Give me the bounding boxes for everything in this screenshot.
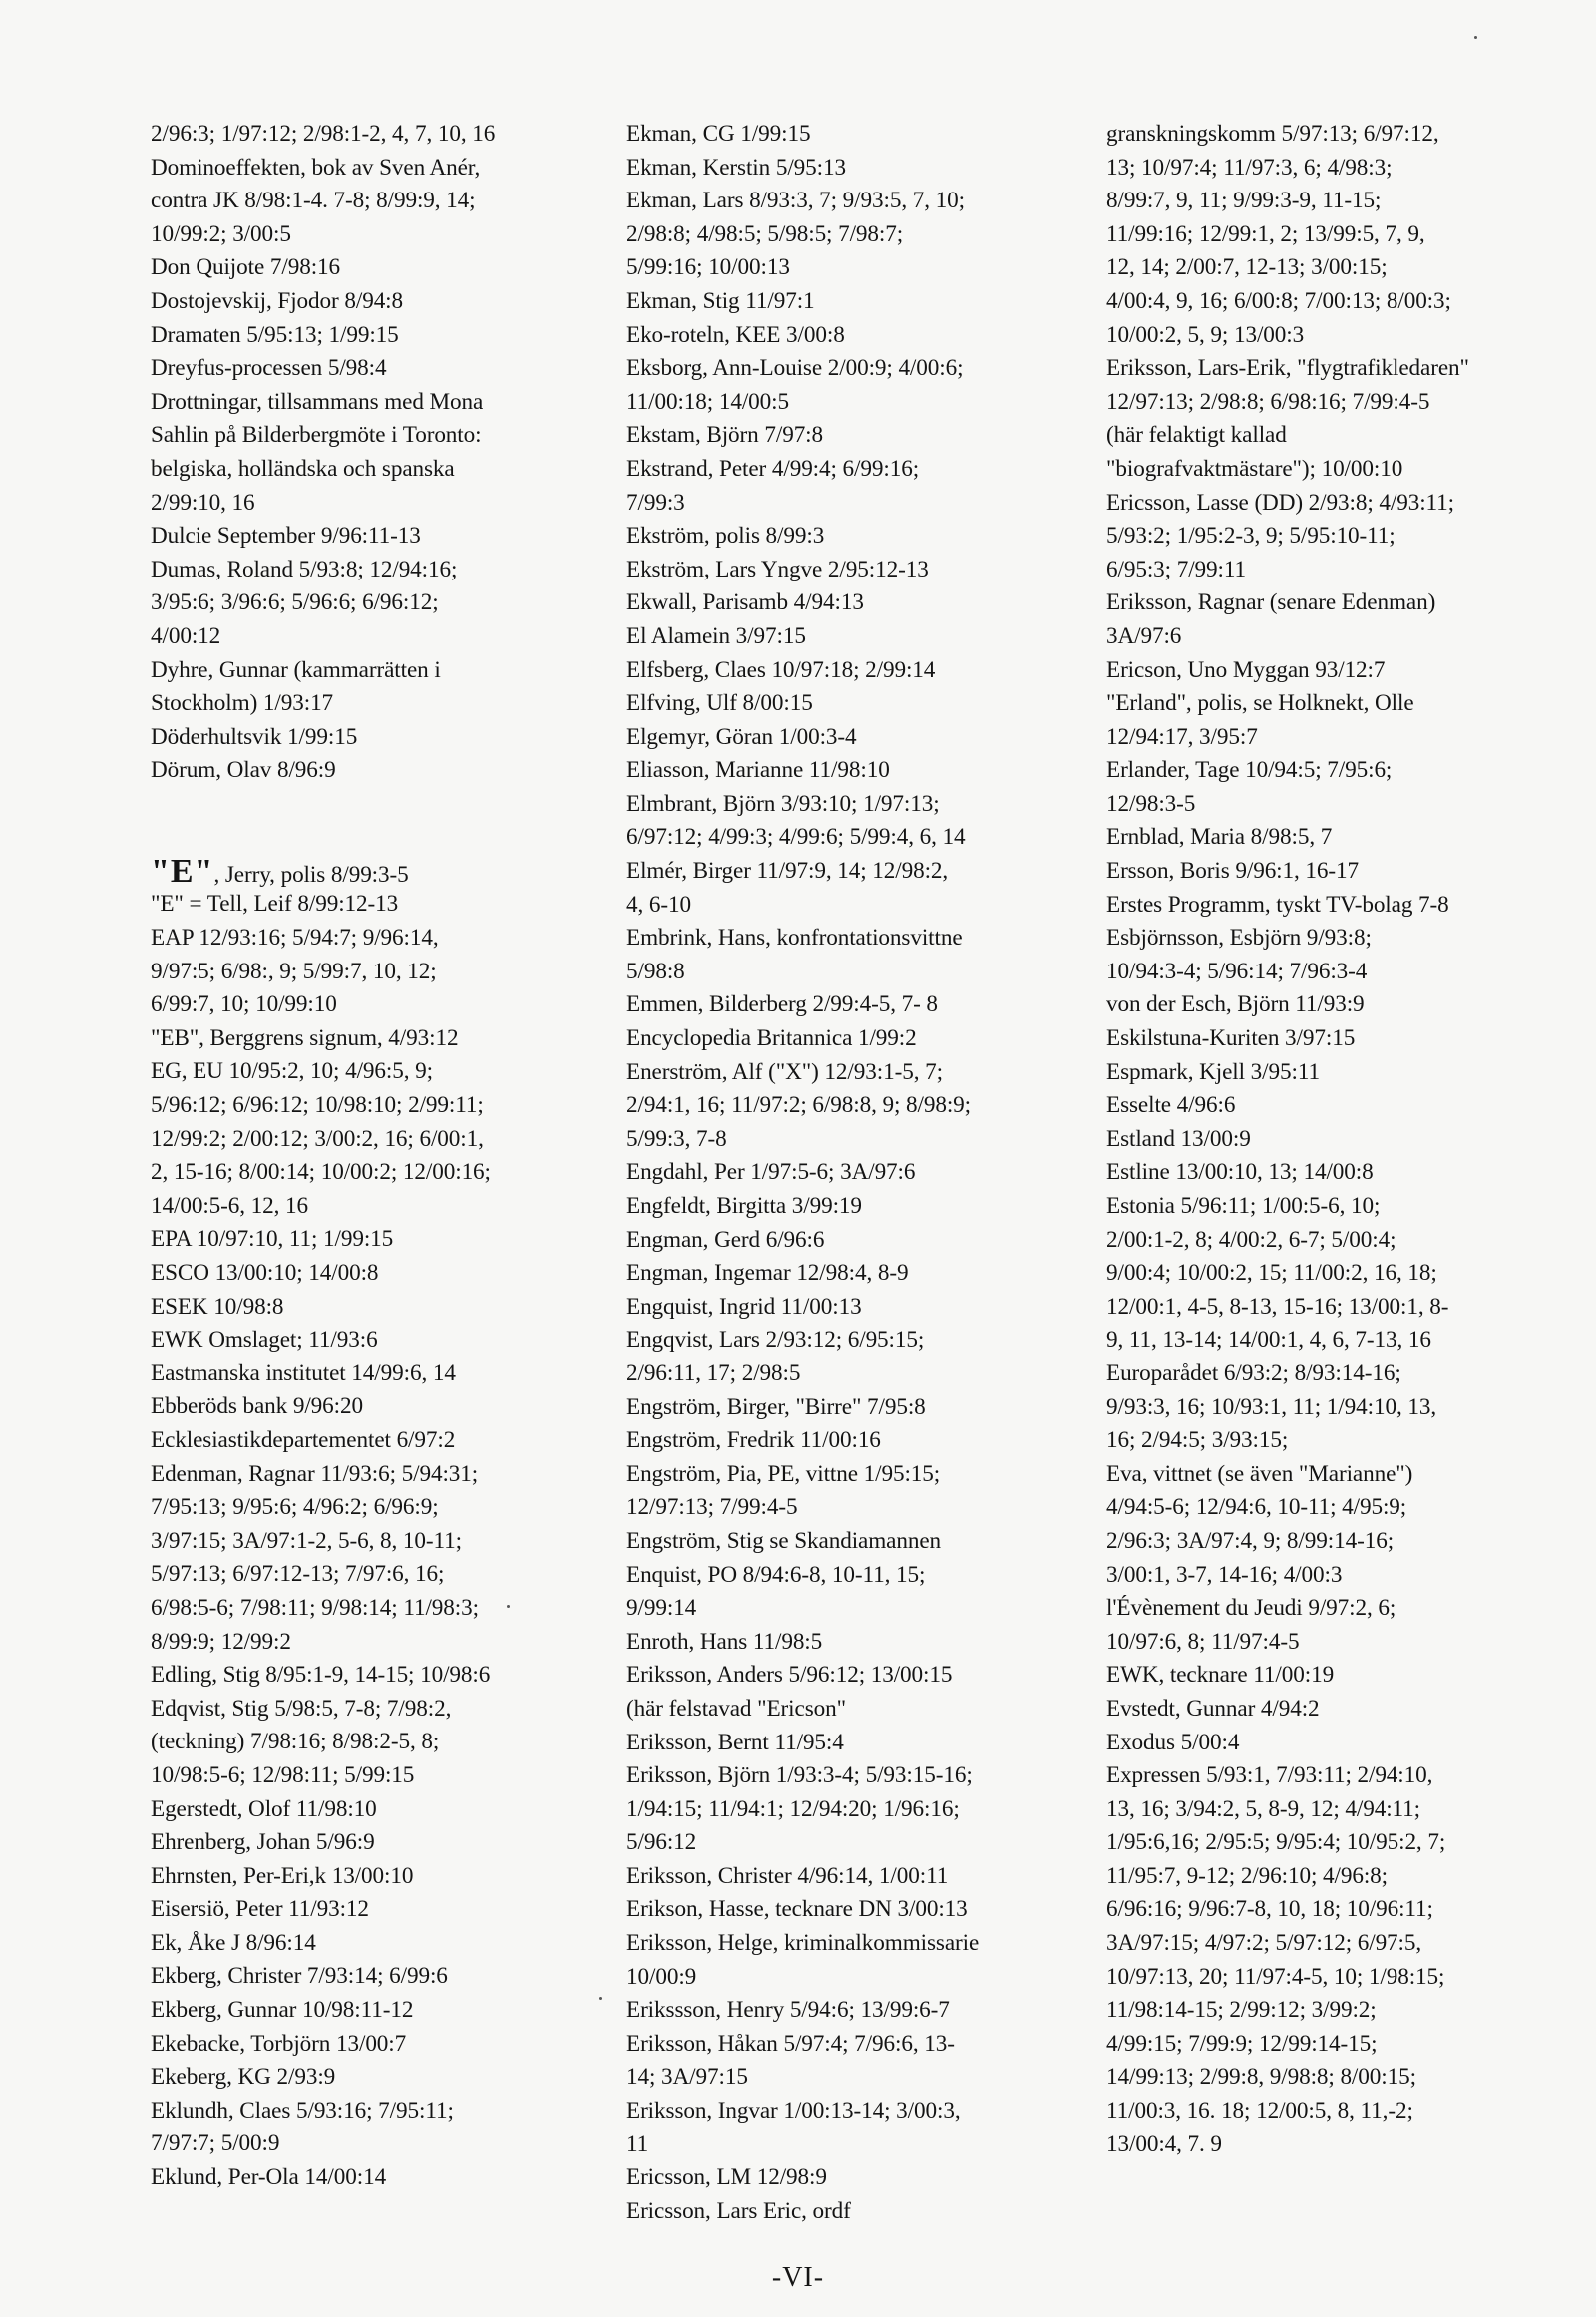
index-entry-line: Stockholm) 1/93:17 — [151, 690, 334, 717]
index-entry-line: Egerstedt, Olof 11/98:10 — [151, 1795, 377, 1822]
index-entry-line: Ek, Åke J 8/96:14 — [151, 1929, 316, 1956]
index-entry-line: 14/99:13; 2/99:8, 9/98:8; 8/00:15; — [1106, 2064, 1416, 2091]
index-entry-line: belgiska, holländska och spanska — [151, 455, 455, 482]
index-entry-line: Engquist, Ingrid 11/00:13 — [626, 1293, 862, 1320]
index-entry-line: 14; 3A/97:15 — [626, 2064, 748, 2091]
index-entry-line: Dramaten 5/95:13; 1/99:15 — [151, 321, 399, 348]
index-entry-line: 12/94:17, 3/95:7 — [1106, 723, 1258, 750]
index-entry-line: 3/95:6; 3/96:6; 5/96:6; 6/96:12; — [151, 589, 439, 616]
index-entry-line: Ecklesiastikdepartementet 6/97:2 — [151, 1426, 456, 1453]
index-entry-line: Dumas, Roland 5/93:8; 12/94:16; — [151, 556, 458, 582]
index-entry-line: Ericsson, Lasse (DD) 2/93:8; 4/93:11; — [1106, 489, 1455, 516]
index-entry-line: 3/97:15; 3A/97:1-2, 5-6, 8, 10-11; — [151, 1527, 462, 1554]
index-entry-line: "Erland", polis, se Holknekt, Olle — [1106, 690, 1414, 717]
index-entry-line: Estline 13/00:10, 13; 14/00:8 — [1106, 1159, 1374, 1186]
index-entry-line: Estonia 5/96:11; 1/00:5-6, 10; — [1106, 1193, 1381, 1219]
index-entry-line: 10/00:2, 5, 9; 13/00:3 — [1106, 321, 1305, 348]
index-entry-line: 7/97:7; 5/00:9 — [151, 2130, 280, 2157]
index-entry-line: Eriksson, Ragnar (senare Edenman) — [1106, 589, 1436, 616]
index-entry-line: ESCO 13/00:10; 14/00:8 — [151, 1260, 379, 1286]
index-entry-line: 4/00:12 — [151, 622, 221, 649]
scan-speck — [1474, 36, 1477, 39]
index-entry-line: Emmen, Bilderberg 2/99:4-5, 7- 8 — [626, 991, 938, 1018]
index-entry-line: Erlander, Tage 10/94:5; 7/95:6; — [1106, 757, 1393, 784]
index-entry-line: 6/95:3; 7/99:11 — [1106, 556, 1246, 582]
index-entry-line: 14/00:5-6, 12, 16 — [151, 1192, 309, 1219]
index-entry-line: Engqvist, Lars 2/93:12; 6/95:15; — [626, 1327, 925, 1353]
index-entry-line: 1/95:6,16; 2/95:5; 9/95:4; 10/95:2, 7; — [1106, 1829, 1446, 1856]
index-entry-line: Ersson, Boris 9/96:1, 16-17 — [1106, 858, 1360, 885]
index-entry-line: 11/98:14-15; 2/99:12; 3/99:2; — [1106, 1997, 1377, 2024]
index-entry-line: Erikson, Hasse, tecknare DN 3/00:13 — [626, 1896, 968, 1923]
index-entry-line: Don Quijote 7/98:16 — [151, 254, 341, 281]
index-entry-line: Ekberg, Christer 7/93:14; 6/99:6 — [151, 1963, 448, 1990]
index-entry-line: EG, EU 10/95:2, 10; 4/96:5, 9; — [151, 1058, 433, 1085]
index-entry-line: 5/99:3, 7-8 — [626, 1125, 727, 1152]
index-entry-line: Ekström, Lars Yngve 2/95:12-13 — [626, 556, 929, 582]
index-entry-line: Engström, Pia, PE, vittne 1/95:15; — [626, 1460, 941, 1487]
index-entry-line: ESEK 10/98:8 — [151, 1293, 284, 1320]
index-entry-line: Eklundh, Claes 5/93:16; 7/95:11; — [151, 2097, 454, 2124]
index-entry-line: Dyhre, Gunnar (kammarrätten i — [151, 656, 441, 683]
index-entry-line: 13/00:4, 7. 9 — [1106, 2130, 1222, 2157]
index-entry-line: 11/99:16; 12/99:1, 2; 13/99:5, 7, 9, — [1106, 220, 1425, 247]
index-entry-line: EPA 10/97:10, 11; 1/99:15 — [151, 1226, 394, 1253]
index-entry-line: Ekstam, Björn 7/97:8 — [626, 422, 824, 449]
index-entry-line: l'Évènement du Jeudi 9/97:2, 6; — [1106, 1595, 1396, 1622]
index-entry-line: 12/98:3-5 — [1106, 790, 1196, 817]
index-entry-line: 4/00:4, 9, 16; 6/00:8; 7/00:13; 8/00:3; — [1106, 287, 1451, 314]
index-entry-line: Ebberöds bank 9/96:20 — [151, 1393, 363, 1420]
index-entry-line: 6/96:16; 9/96:7-8, 10, 18; 10/96:11; — [1106, 1896, 1433, 1923]
index-entry-line: Dreyfus-processen 5/98:4 — [151, 355, 387, 382]
index-entry-line: 2/99:10, 16 — [151, 489, 255, 516]
index-entry-line: Eriksson, Ingvar 1/00:13-14; 3/00:3, — [626, 2098, 961, 2124]
index-entry-line: 9/97:5; 6/98:, 9; 5/99:7, 10, 12; — [151, 958, 437, 984]
index-entry-line: (teckning) 7/98:16; 8/98:2-5, 8; — [151, 1729, 440, 1755]
index-entry-line: Expressen 5/93:1, 7/93:11; 2/94:10, — [1106, 1762, 1433, 1789]
index-entry-line: Enerström, Alf ("X") 12/93:1-5, 7; — [626, 1058, 943, 1085]
index-entry-line: Edenman, Ragnar 11/93:6; 5/94:31; — [151, 1460, 479, 1487]
index-entry-line: Ekberg, Gunnar 10/98:11-12 — [151, 1997, 414, 2024]
index-entry-line: Ekman, Kerstin 5/95:13 — [626, 154, 846, 181]
index-entry-line: 6/98:5-6; 7/98:11; 9/98:14; 11/98:3; — [151, 1594, 479, 1621]
index-entry-line: Eko-roteln, KEE 3/00:8 — [626, 321, 845, 348]
index-entry-line: 2/98:8; 4/98:5; 5/98:5; 7/98:7; — [626, 220, 904, 247]
index-entry-line: 9, 11, 13-14; 14/00:1, 4, 6, 7-13, 16 — [1106, 1327, 1431, 1353]
index-entry-line: 10/97:6, 8; 11/97:4-5 — [1106, 1628, 1300, 1655]
index-entry-line: (här felaktigt kallad — [1106, 422, 1287, 449]
index-entry-line: 5/96:12; 6/96:12; 10/98:10; 2/99:11; — [151, 1092, 484, 1119]
index-entry-line: 2/96:11, 17; 2/98:5 — [626, 1359, 801, 1386]
index-entry-line: 1/94:15; 11/94:1; 12/94:20; 1/96:16; — [626, 1795, 960, 1822]
index-entry-line: Sahlin på Bilderbergmöte i Toronto: — [151, 422, 482, 449]
scan-speck — [599, 1997, 602, 2000]
index-column-3 — [1106, 118, 1565, 2161]
index-entry-line: Erstes Programm, tyskt TV-bolag 7-8 — [1106, 891, 1449, 918]
section-e-heading-entry — [151, 852, 590, 890]
index-entry-line: EAP 12/93:16; 5/94:7; 9/96:14, — [151, 925, 439, 952]
index-entry-line: 11/00:3, 16. 18; 12/00:5, 8, 11,-2; — [1106, 2098, 1413, 2124]
index-entry-line: 12/99:2; 2/00:12; 3/00:2, 16; 6/00:1, — [151, 1125, 484, 1152]
index-entry-line: 10/94:3-4; 5/96:14; 7/96:3-4 — [1106, 958, 1368, 984]
index-entry-line: Engfeldt, Birgitta 3/99:19 — [626, 1193, 862, 1219]
index-entry-line: Embrink, Hans, konfrontationsvittne — [626, 925, 963, 952]
index-entry-line: Enroth, Hans 11/98:5 — [626, 1628, 823, 1655]
index-entry-line: 11/00:18; 14/00:5 — [626, 388, 789, 415]
index-entry-line: Ekström, polis 8/99:3 — [626, 523, 825, 550]
index-column-2 — [626, 118, 1065, 2228]
index-entry-line: Ekman, Stig 11/97:1 — [626, 287, 815, 314]
index-entry-line: 2/94:1, 16; 11/97:2; 6/98:8, 9; 8/98:9; — [626, 1092, 971, 1119]
index-entry-line: Ericson, Uno Myggan 93/12:7 — [1106, 656, 1386, 683]
index-entry-line: 7/95:13; 9/95:6; 4/96:2; 6/96:9; — [151, 1494, 439, 1521]
index-entry-line: Elgemyr, Göran 1/00:3-4 — [626, 723, 857, 750]
index-entry-line: Eklund, Per-Ola 14/00:14 — [151, 2164, 387, 2191]
index-entry-line: Ehrenberg, Johan 5/96:9 — [151, 1829, 375, 1856]
index-entry-line: contra JK 8/98:1-4. 7-8; 8/99:9, 14; — [151, 188, 476, 214]
index-entry-line: Edqvist, Stig 5/98:5, 7-8; 7/98:2, — [151, 1695, 452, 1722]
index-entry-line: 13; 10/97:4; 11/97:3, 6; 4/98:3; — [1106, 154, 1393, 181]
index-entry-line: Eriksson, Bernt 11/95:4 — [626, 1729, 844, 1755]
index-entry-line: 2/96:3; 1/97:12; 2/98:1-2, 4, 7, 10, 16 — [151, 121, 496, 147]
index-entry-line: (här felstavad "Ericson" — [626, 1695, 846, 1722]
index-entry-line: Engström, Fredrik 11/00:16 — [626, 1427, 881, 1454]
section-letter-e: "E" — [151, 852, 214, 890]
index-entry-line: 3A/97:15; 4/97:2; 5/97:12; 6/97:5, — [1106, 1930, 1422, 1957]
index-column-1 — [151, 118, 590, 2195]
index-entry-line: von der Esch, Björn 11/93:9 — [1106, 991, 1365, 1018]
index-entry-line: 16; 2/94:5; 3/93:15; — [1106, 1427, 1289, 1454]
index-entry-line: 2/00:1-2, 8; 4/00:2, 6-7; 5/00:4; — [1106, 1226, 1396, 1253]
index-entry-line: Döderhultsvik 1/99:15 — [151, 723, 358, 750]
index-entry-line: Erikssson, Henry 5/94:6; 13/99:6-7 — [626, 1997, 950, 2024]
index-entry-line: Dostojevskij, Fjodor 8/94:8 — [151, 287, 404, 314]
index-entry-line: 13, 16; 3/94:2, 5, 8-9, 12; 4/94:11; — [1106, 1795, 1421, 1822]
index-entry-line: 12, 14; 2/00:7, 12-13; 3/00:15; — [1106, 254, 1388, 281]
index-entry-text: , Jerry, polis 8/99:3-5 — [213, 861, 409, 888]
index-entry-line: EWK, tecknare 11/00:19 — [1106, 1662, 1335, 1689]
index-entry-line: 10/97:13, 20; 11/97:4-5, 10; 1/98:15; — [1106, 1963, 1445, 1990]
index-entry-line: 9/93:3, 16; 10/93:1, 11; 1/94:10, 13, — [1106, 1393, 1437, 1420]
index-entry-line: Eriksson, Helge, kriminalkommissarie — [626, 1930, 980, 1957]
index-entry-line: 5/96:12 — [626, 1829, 697, 1856]
section-gap — [151, 788, 590, 855]
index-entry-line: 6/99:7, 10; 10/99:10 — [151, 991, 337, 1018]
index-entry-line: 8/99:9; 12/99:2 — [151, 1628, 291, 1655]
index-entry-line: 10/00:9 — [626, 1963, 697, 1990]
index-entry-line: Eriksson, Anders 5/96:12; 13/00:15 — [626, 1662, 953, 1689]
index-entry-line: Ericsson, LM 12/98:9 — [626, 2164, 827, 2191]
index-entry-line: Enquist, PO 8/94:6-8, 10-11, 15; — [626, 1561, 926, 1588]
index-entry-line: Ekebacke, Torbjörn 13/00:7 — [151, 2030, 407, 2057]
index-entry-line: 10/98:5-6; 12/98:11; 5/99:15 — [151, 1761, 415, 1788]
index-entry-line: 2/96:3; 3A/97:4, 9; 8/99:14-16; — [1106, 1527, 1395, 1554]
index-entry-line: Ekstrand, Peter 4/99:4; 6/99:16; — [626, 455, 920, 482]
index-entry-line: Ekeberg, KG 2/93:9 — [151, 2064, 336, 2091]
index-entry-line: 11 — [626, 2130, 649, 2157]
index-entry-line: Dulcie September 9/96:11-13 — [151, 523, 421, 550]
index-entry-line: Ehrnsten, Per-Eri,k 13/00:10 — [151, 1862, 414, 1889]
index-entry-line: Eliasson, Marianne 11/98:10 — [626, 757, 890, 784]
index-entry-line: Elfving, Ulf 8/00:15 — [626, 690, 813, 717]
index-entry-line: Europarådet 6/93:2; 8/93:14-16; — [1106, 1359, 1401, 1386]
index-entry-line: 6/97:12; 4/99:3; 4/99:6; 5/99:4, 6, 14 — [626, 824, 966, 851]
index-entry-line: "E" = Tell, Leif 8/99:12-13 — [151, 891, 399, 918]
index-entry-line: Eva, vittnet (se även "Marianne") — [1106, 1460, 1413, 1487]
index-entry-line: Elmér, Birger 11/97:9, 14; 12/98:2, — [626, 858, 949, 885]
index-entry-line: 3A/97:6 — [1106, 622, 1182, 649]
index-entry-line: Engdahl, Per 1/97:5-6; 3A/97:6 — [626, 1159, 916, 1186]
index-entry-line: Encyclopedia Britannica 1/99:2 — [626, 1025, 917, 1052]
index-entry-line: Evstedt, Gunnar 4/94:2 — [1106, 1695, 1320, 1722]
index-entry-line: 5/99:16; 10/00:13 — [626, 254, 790, 281]
index-entry-line: Ericsson, Lars Eric, ordf — [626, 2197, 851, 2224]
index-entry-line: 5/97:13; 6/97:12-13; 7/97:6, 16; — [151, 1561, 445, 1588]
index-entry-line: Engström, Birger, "Birre" 7/95:8 — [626, 1393, 926, 1420]
index-entry-line: Elmbrant, Björn 3/93:10; 1/97:13; — [626, 790, 940, 817]
index-entry-line: Exodus 5/00:4 — [1106, 1729, 1240, 1755]
index-entry-line: Eriksson, Christer 4/96:14, 1/00:11 — [626, 1862, 949, 1889]
index-entry-line: Elfsberg, Claes 10/97:18; 2/99:14 — [626, 656, 936, 683]
index-entry-line: Ekwall, Parisamb 4/94:13 — [626, 589, 864, 616]
index-entry-line: Eisersiö, Peter 11/93:12 — [151, 1896, 369, 1923]
index-entry-line: 4, 6-10 — [626, 891, 691, 918]
index-entry-line: 4/94:5-6; 12/94:6, 10-11; 4/95:9; — [1106, 1494, 1407, 1521]
index-entry-line: Eksborg, Ann-Louise 2/00:9; 4/00:6; — [626, 355, 964, 382]
index-entry-line: 10/99:2; 3/00:5 — [151, 220, 291, 247]
index-entry-line: Dominoeffekten, bok av Sven Anér, — [151, 154, 481, 181]
index-entry-line: 8/99:7, 9, 11; 9/99:3-9, 11-15; — [1106, 188, 1382, 214]
index-entry-line: Engman, Gerd 6/96:6 — [626, 1226, 825, 1253]
index-entry-line: Drottningar, tillsammans med Mona — [151, 388, 484, 415]
index-entry-line: Eriksson, Björn 1/93:3-4; 5/93:15-16; — [626, 1762, 973, 1789]
index-entry-line: Esbjörnsson, Esbjörn 9/93:8; — [1106, 925, 1372, 952]
index-entry-line: 5/93:2; 1/95:2-3, 9; 5/95:10-11; — [1106, 523, 1396, 550]
index-entry-line: Engström, Stig se Skandiamannen — [626, 1527, 942, 1554]
index-entry-line: Ernblad, Maria 8/98:5, 7 — [1106, 824, 1333, 851]
index-entry-line: Dörum, Olav 8/96:9 — [151, 757, 336, 784]
page-number: -VI- — [771, 2262, 825, 2293]
index-entry-line: El Alamein 3/97:15 — [626, 622, 806, 649]
index-entry-line: Eriksson, Lars-Erik, "flygtrafikledaren" — [1106, 355, 1469, 382]
index-entry-line: Ekman, Lars 8/93:3, 7; 9/93:5, 7, 10; — [626, 188, 965, 214]
index-entry-line: 9/99:14 — [626, 1595, 697, 1622]
index-entry-line: 11/95:7, 9-12; 2/96:10; 4/96:8; — [1106, 1862, 1389, 1889]
index-entry-line: EWK Omslaget; 11/93:6 — [151, 1327, 378, 1353]
index-entry-line: Ekman, CG 1/99:15 — [626, 121, 811, 147]
index-entry-line: Engman, Ingemar 12/98:4, 8-9 — [626, 1260, 909, 1287]
index-entry-line: Estland 13/00:9 — [1106, 1125, 1251, 1152]
index-entry-line: 7/99:3 — [626, 489, 685, 516]
index-entry-line: Eastmanska institutet 14/99:6, 14 — [151, 1359, 456, 1386]
index-entry-line: Esselte 4/96:6 — [1106, 1092, 1236, 1119]
index-entry-line: 12/97:13; 7/99:4-5 — [626, 1494, 798, 1521]
index-entry-line: 9/00:4; 10/00:2, 15; 11/00:2, 16, 18; — [1106, 1260, 1437, 1287]
index-entry-line: 5/98:8 — [626, 958, 685, 984]
index-entry-line: Eriksson, Håkan 5/97:4; 7/96:6, 13- — [626, 2030, 955, 2057]
index-entry-line: 3/00:1, 3-7, 14-16; 4/00:3 — [1106, 1561, 1343, 1588]
index-entry-line: Edling, Stig 8/95:1-9, 14-15; 10/98:6 — [151, 1662, 491, 1689]
scan-speck — [507, 1605, 510, 1608]
index-entry-line: Espmark, Kjell 3/95:11 — [1106, 1058, 1320, 1085]
index-entry-line: Eskilstuna-Kuriten 3/97:15 — [1106, 1025, 1356, 1052]
index-entry-line: "biografvaktmästare"); 10/00:10 — [1106, 455, 1403, 482]
index-entry-line: 2, 15-16; 8/00:14; 10/00:2; 12/00:16; — [151, 1159, 491, 1186]
index-entry-line: granskningskomm 5/97:13; 6/97:12, — [1106, 121, 1439, 147]
index-entry-line: 4/99:15; 7/99:9; 12/99:14-15; — [1106, 2030, 1378, 2057]
index-entry-line: "EB", Berggrens signum, 4/93:12 — [151, 1024, 459, 1051]
index-entry-line: 12/00:1, 4-5, 8-13, 15-16; 13/00:1, 8- — [1106, 1293, 1449, 1320]
index-entry-line: 12/97:13; 2/98:8; 6/98:16; 7/99:4-5 — [1106, 388, 1430, 415]
